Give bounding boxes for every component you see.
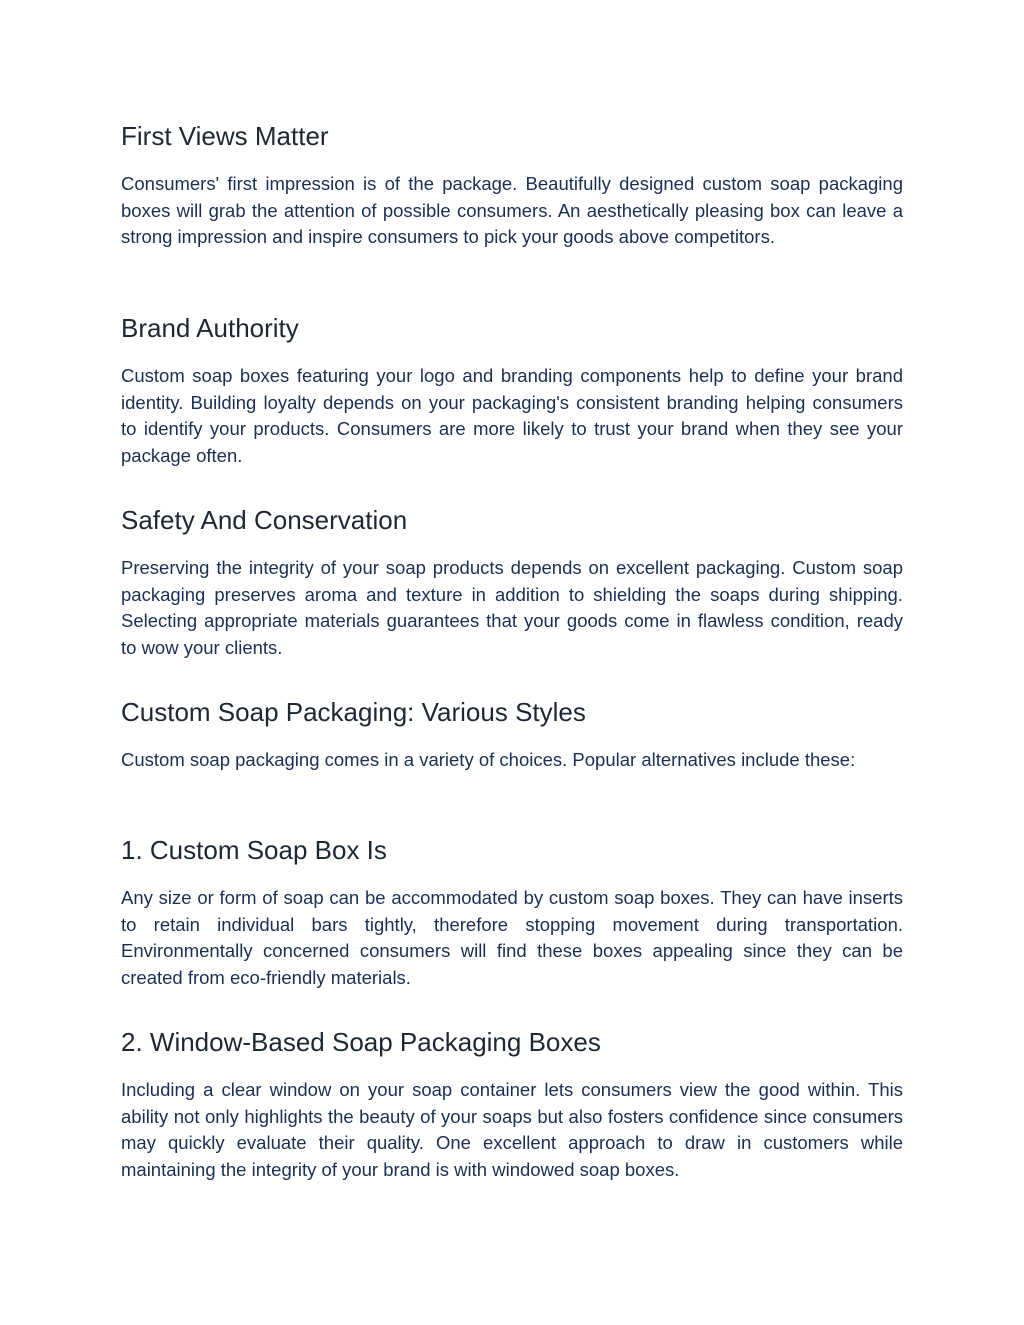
section-heading: Custom Soap Packaging: Various Styles xyxy=(121,697,586,727)
section-custom-soap-box xyxy=(121,834,903,992)
section-first-views-matter xyxy=(121,120,903,251)
section-paragraph: Preserving the integrity of your soap products depends on excellent packaging. Custom soap packaging preserves aroma and texture in addition to shielding the soaps during shipping. Selecting appropriate materials guarantees that your goods come in flawless condition, ready to wow your clients. xyxy=(121,557,903,659)
section-paragraph: Custom soap packaging comes in a variety of choices. Popular alternatives include these: xyxy=(121,749,856,770)
section-paragraph: Any size or form of soap can be accommodated by custom soap boxes. They can have inserts to retain individual bars tightly, therefore stopping movement during transportation. Environmentally concerned consumers will find these boxes appealing since they can be created from eco-friendly materials. xyxy=(121,887,903,989)
section-paragraph: Custom soap boxes featuring your logo and branding components help to define your brand identity. Building loyalty depends on your packaging's consistent branding helping consumers to identify your products. Consumers are more likely to trust your brand when they see your package often. xyxy=(121,365,903,467)
section-heading: First Views Matter xyxy=(121,121,329,151)
section-heading: Brand Authority xyxy=(121,313,299,343)
section-various-styles xyxy=(121,696,903,774)
section-heading: Safety And Conservation xyxy=(121,505,408,535)
section-paragraph: Consumers' first impression is of the package. Beautifully designed custom soap packaging boxes will grab the attention of possible consumers. An aesthetically pleasing box can leave a strong impression and inspire consumers to pick your goods above competitors. xyxy=(121,173,903,248)
section-safety-and-conservation xyxy=(121,504,903,662)
section-paragraph: Including a clear window on your soap container lets consumers view the good within. This ability not only highlights the beauty of your soaps but also fosters confidence since consumers may quickly evaluate their quality. One excellent approach to draw in customers while maintaining the integrity of your brand is with windowed soap boxes. xyxy=(121,1079,903,1181)
section-window-based-boxes xyxy=(121,1026,903,1184)
section-heading: 1. Custom Soap Box Is xyxy=(121,835,387,865)
section-heading: 2. Window-Based Soap Packaging Boxes xyxy=(121,1027,601,1057)
section-brand-authority xyxy=(121,312,903,470)
